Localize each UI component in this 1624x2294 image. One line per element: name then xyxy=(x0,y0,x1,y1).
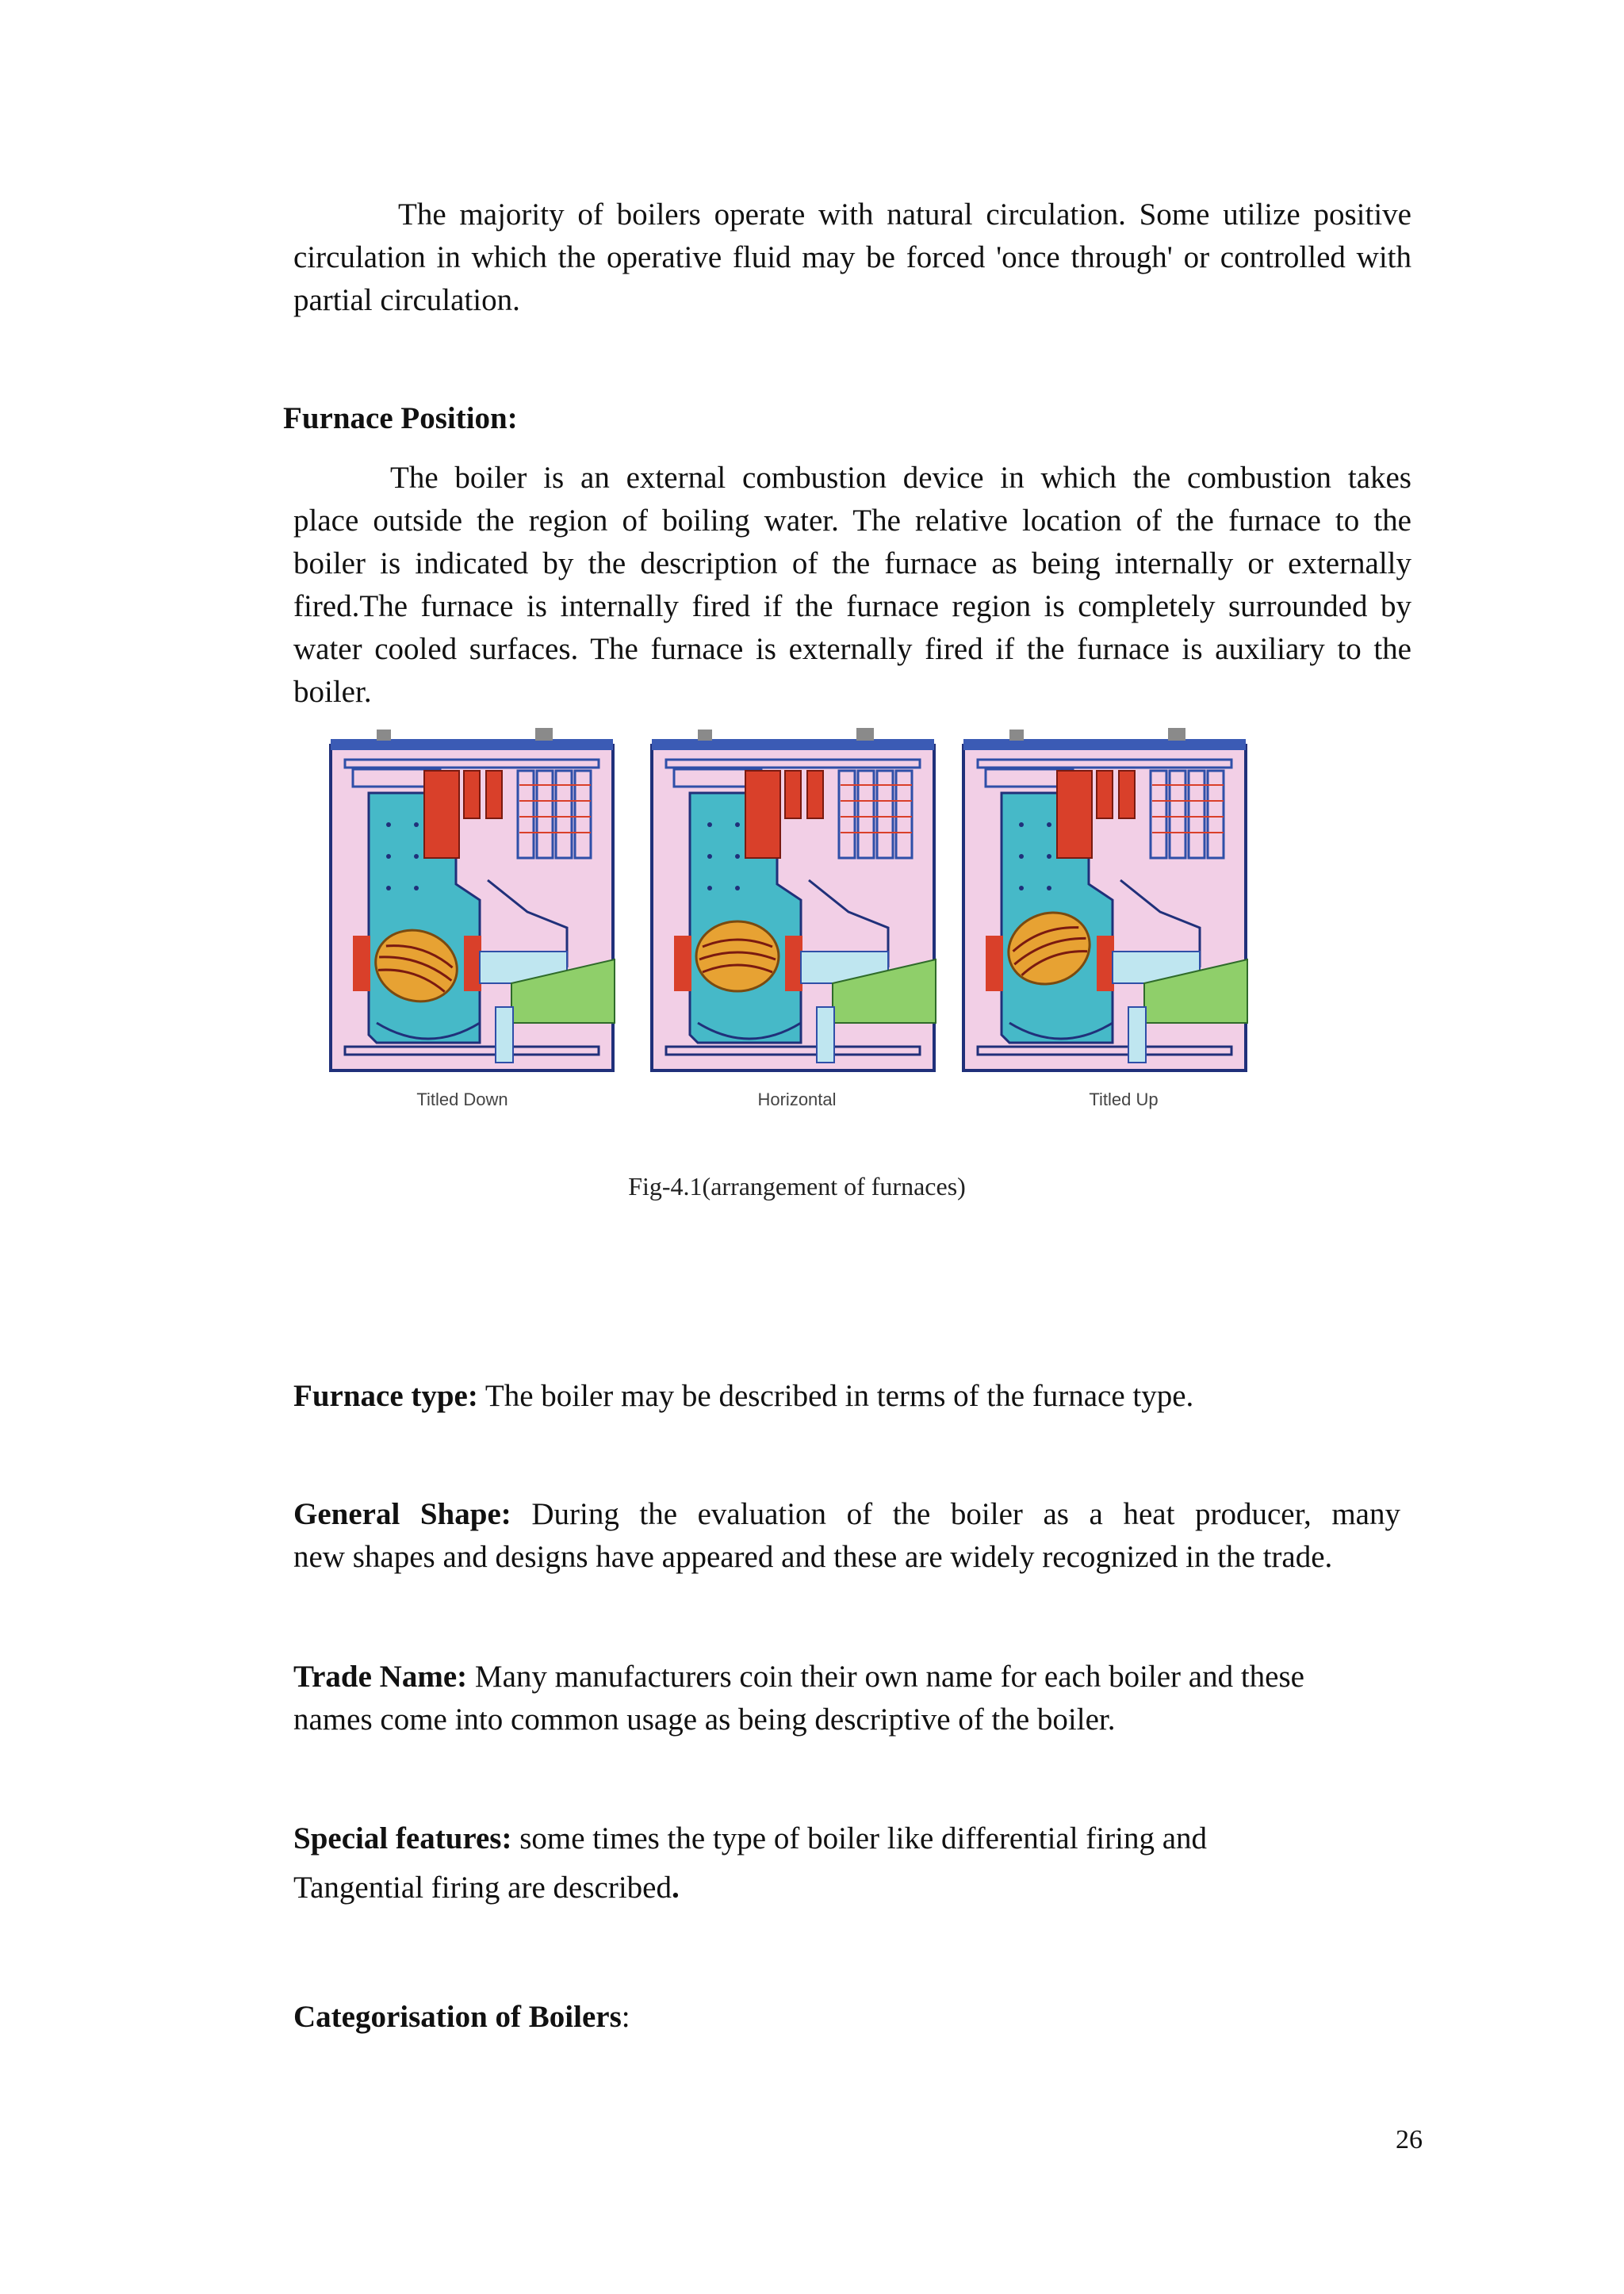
general-shape-label: General Shape: xyxy=(293,1497,511,1531)
special-features-line-1 xyxy=(293,1817,1207,1860)
furnace-arrangement-figure xyxy=(321,714,1265,1142)
special-features-period: . xyxy=(671,1871,680,1905)
furnace-position-line-5: water cooled surfaces. The furnace is externally fired if the furnace is auxiliary to the xyxy=(293,632,1411,666)
special-features-text-2: Tangential firing are described xyxy=(293,1871,672,1905)
general-shape-line-1 xyxy=(293,1493,1400,1536)
furnace-position-line-2: place outside the region of boiling water. The relative location of the furnace to the xyxy=(293,504,1411,538)
panel-label-titled-up: Titled Up xyxy=(1089,1090,1159,1109)
furnace-position-line-1: The boiler is an external combustion device in which the combustion takes xyxy=(390,461,1411,495)
furnace-type-text: The boiler may be described in terms of the furnace type. xyxy=(477,1379,1194,1413)
intro-line-3: partial circulation. xyxy=(293,283,520,317)
trade-name-line-2: names come into common usage as being descriptive of the boiler. xyxy=(293,1702,1116,1737)
special-features-label: Special features: xyxy=(293,1821,512,1855)
furnace-position-heading: Furnace Position: xyxy=(283,401,518,435)
categorisation-heading-line xyxy=(293,1996,630,2039)
furnace-position-line-3: boiler is indicated by the description of the furnace as being internally or externally xyxy=(293,546,1411,580)
panel-label-titled-down: Titled Down xyxy=(416,1090,508,1109)
furnace-type-paragraph xyxy=(293,1375,1193,1418)
furnace-arrangement-drawings xyxy=(321,714,1265,1086)
furnace-type-label: Furnace type: xyxy=(293,1379,478,1413)
special-features-line-2 xyxy=(293,1867,680,1909)
furnace-position-line-4: fired.The furnace is internally fired if the furnace region is completely surrounded by xyxy=(293,589,1411,623)
general-shape-line-2: new shapes and designs have appeared and these are widely recognized in the trade. xyxy=(293,1540,1333,1574)
boiler-drawing-titled-down xyxy=(331,728,615,1070)
trade-name-label: Trade Name: xyxy=(293,1660,468,1694)
furnace-position-line-6: boiler. xyxy=(293,675,372,709)
categorisation-heading: Categorisation of Boilers xyxy=(293,2000,622,2034)
panel-label-horizontal: Horizontal xyxy=(757,1090,837,1109)
categorisation-colon: : xyxy=(621,2000,630,2034)
intro-line-2: circulation in which the operative fluid may be forced 'once through' or controlled with xyxy=(293,240,1411,274)
trade-name-text-1: Many manufacturers coin their own name for each boiler and these xyxy=(467,1660,1304,1694)
intro-line-1: The majority of boilers operate with natural circulation. Some utilize positive xyxy=(398,197,1411,232)
general-shape-text-1: During the evaluation of the boiler as a heat producer, many xyxy=(511,1497,1400,1531)
special-features-text-1: some times the type of boiler like differential firing and xyxy=(511,1821,1208,1855)
trade-name-line-1 xyxy=(293,1656,1304,1698)
figure-caption: Fig-4.1(arrangement of furnaces) xyxy=(628,1172,966,1201)
page-number: 26 xyxy=(1396,2125,1423,2154)
boiler-drawing-titled-up xyxy=(963,728,1247,1070)
boiler-drawing-horizontal xyxy=(652,728,936,1070)
